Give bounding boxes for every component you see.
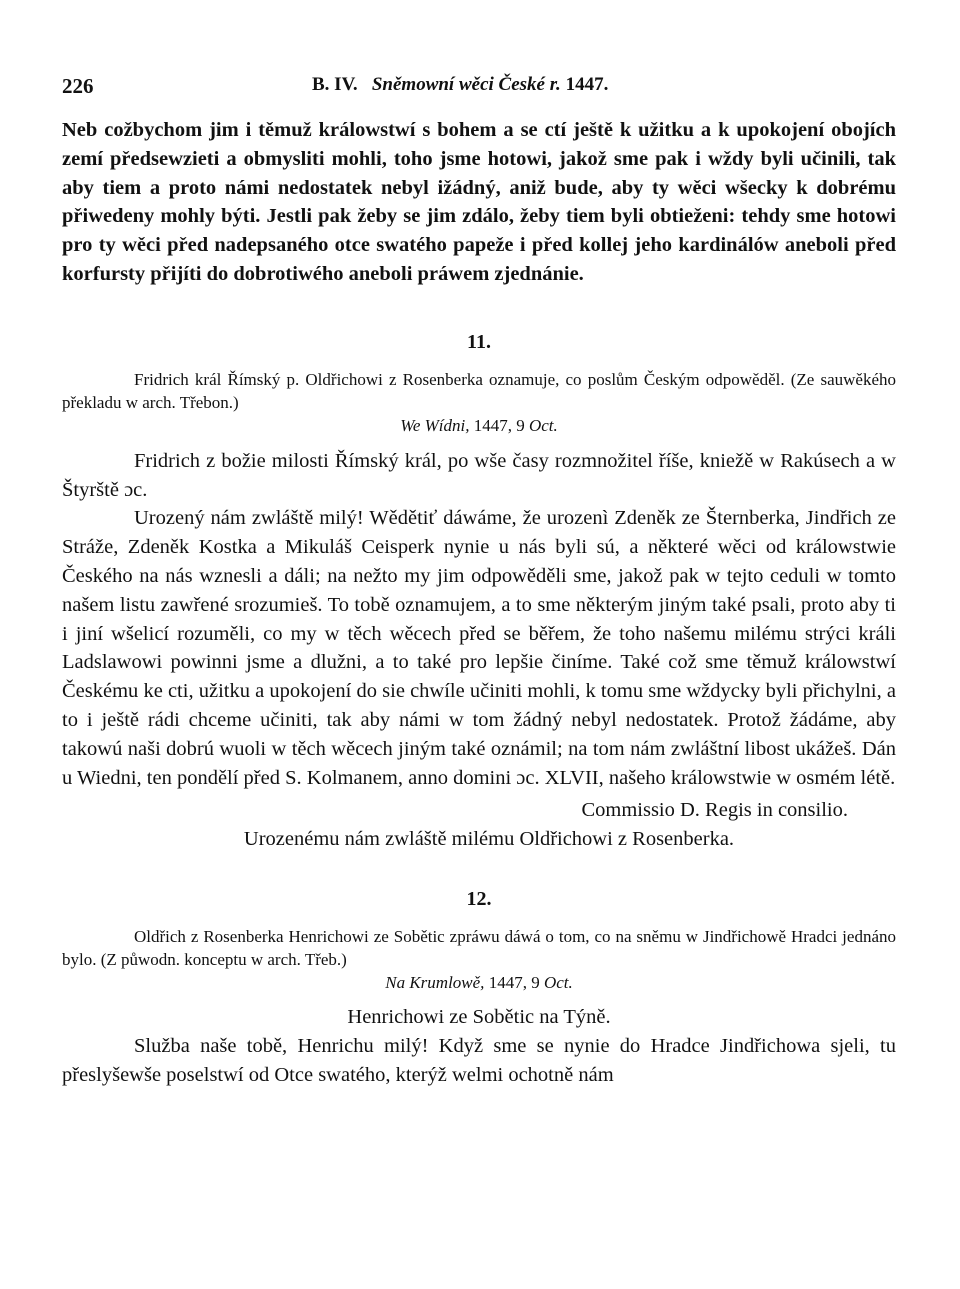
running-title-prefix: B. IV.	[312, 74, 358, 95]
month-12: Oct.	[543, 973, 573, 993]
place-12: Na Krumlowě,	[385, 973, 485, 993]
place-date-11	[62, 414, 896, 437]
place-date-12	[62, 971, 896, 994]
doc12-heading: Henrichowi ze Sobětic na Týně.	[347, 1006, 611, 1029]
running-title-year: 1447.	[565, 74, 609, 95]
doc11-signature: Commissio D. Regis in consilio.	[581, 799, 848, 822]
regest-12: Oldřich z Rosenberka Henrichowi ze Sobětic zpráwu dáwá o tom, co na sněmu w Jindřichowě Hradci jednáno bylo. (Z půwodn. konceptu w arch. Třeb.)	[62, 927, 896, 970]
doc11-intitulation: Fridrich z božie milosti Římský král, po wše časy rozmnožitel říše, kniežě w Rakúsech a w Štyrště ɔc.	[62, 449, 896, 501]
document-number-11: 11.	[467, 330, 491, 353]
page-header	[62, 74, 896, 100]
doc11-address: Urozenému nám zwláště milému Oldřichowi z Rosenberka.	[243, 828, 735, 851]
running-title-italic: Sněmowní wěci České r.	[371, 74, 561, 95]
doc12-text: Služba naše tobě, Henrichu milý! Když sme se nynie do Hradce Jindřichowa sjeli, tu přeslyšewše poselstwí od Otce swatého, kterýž welmi ochotně nám	[62, 1035, 896, 1087]
date-11: 1447, 9	[473, 415, 525, 435]
month-11: Oct.	[528, 415, 558, 435]
doc11-text: Urozený nám zwláště milý! Wědětiť dáwáme, že urozenì Zdeněk ze Šternberka, Jindřich ze Stráže, Zdeněk Kostka a Mikuláš Ceisperk nynie u nás byli sú, a některé wěci od králowstwie Českého na nás wznesli a dáli; na nežto my jim odpowěděli sme, jakož pak w tejto ceduli w tomto našem listu zawřené srozumieš. To tobě oznamujem, a to sme některým jiným také psali, proto aby ti i jiní wšelicí rozuměli, co my w těch wěcech před se běřem, že toho našemu milému strýci králi Ladslawowi powinni jsme a dlužni, a to také pro lepšie činíme. Také což sme těmuž králowstwí Českému ke cti, užitku a upokojení do sie chwíle učiniti mohli, k tomu sme wždycky byli přichylni, a to i ještě rádi chceme učiniti, tak aby námi w tom žádný nebyl nedostatek. Protož žádáme, aby takowú naši dobrú wuoli w těch wěcech jiným také oznámil; na tom nám zwláštní libost ukážeš. Dán u Wiedni, ten pondělí před S. Kolmanem, anno domini ɔc. XLVII, našeho králowstwie w osmém létě.	[62, 507, 896, 789]
running-title	[312, 74, 608, 96]
document-number-12: 12.	[466, 888, 492, 911]
page-number: 226	[62, 74, 94, 98]
date-12: 1447, 9	[488, 973, 540, 993]
continued-paragraph: Neb cožbychom jim i těmuž králowstwí s bohem a se ctí ještě k užitku a k upokojení obojích zemí předsewzieti a obmysliti mohli, toho jsme hotowi, jakož sme pak i wždy byli učinili, tak aby tiem a proto námi nedostatek nebyl ižádný, aniž bude, aby ty wěci wšecky k dobrému přiwedeny mohly býti. Jestli pak žeby se jim zdálo, žeby tiem byli obtieženi: tehdy sme hotowi pro ty wěci před nadepsaného otce swatého papeže i před kollej jeho kardinálów aneboli před korfursty přijíti do dobrotiwého aneboli práwem zjednánie.	[62, 119, 896, 285]
regest-11: Fridrich král Římský p. Oldřichowi z Rosenberka oznamuje, co poslům Českým odpowěděl. (Ze sauwěkého překladu w arch. Třebon.)	[62, 369, 896, 412]
page-body	[62, 116, 896, 1090]
place-11: We Wídni,	[400, 415, 470, 435]
